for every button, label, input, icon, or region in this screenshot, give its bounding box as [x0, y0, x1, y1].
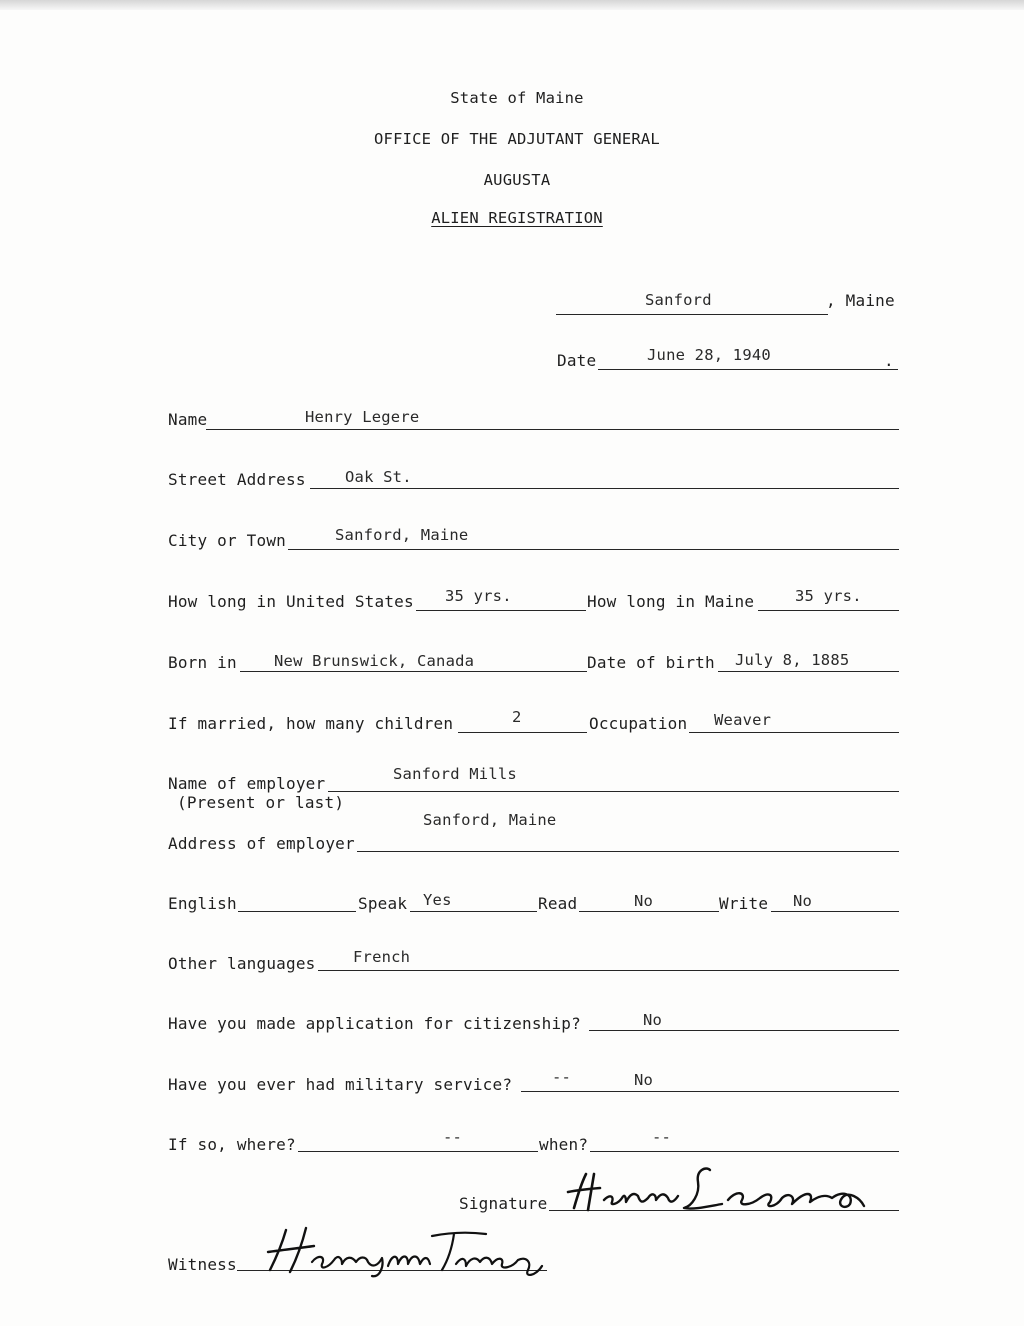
military-value: No — [634, 1071, 654, 1089]
citizenship-label: Have you made application for citizenship? — [168, 1014, 581, 1033]
speak-line — [410, 911, 537, 912]
where-label: If so, where? — [168, 1135, 296, 1154]
employer-address-line — [357, 851, 899, 852]
name-line — [206, 429, 899, 430]
dob-line — [718, 671, 899, 672]
born-in-label: Born in — [168, 653, 237, 672]
years-maine-label: How long in Maine — [587, 592, 755, 611]
header-city: AUGUSTA — [483, 171, 551, 189]
occupation-line — [689, 732, 899, 733]
street-label: Street Address — [168, 470, 306, 489]
scan-edge — [0, 0, 1024, 10]
speak-value: Yes — [423, 891, 452, 909]
children-value: 2 — [512, 708, 522, 726]
witness-label: Witness — [168, 1255, 237, 1274]
date-line — [598, 369, 898, 370]
occupation-value: Weaver — [714, 711, 772, 729]
born-in-value: New Brunswick, Canada — [274, 652, 475, 670]
citizenship-line — [589, 1030, 899, 1031]
years-us-line — [416, 610, 586, 611]
read-label: Read — [538, 894, 578, 913]
street-value: Oak St. — [345, 468, 412, 486]
occupation-label: Occupation — [589, 714, 688, 733]
children-label: If married, how many children — [168, 714, 454, 733]
date-label: Date — [557, 351, 597, 370]
header-state: State of Maine — [450, 89, 584, 107]
name-label: Name — [168, 410, 208, 429]
employer-line — [328, 791, 899, 792]
military-dash: -- — [552, 1068, 572, 1086]
where-line — [298, 1151, 538, 1152]
when-line — [590, 1151, 899, 1152]
english-label: English — [168, 894, 237, 913]
employer-address-label: Address of employer — [168, 834, 355, 853]
date-value: June 28, 1940 — [647, 346, 771, 364]
witness-handwriting — [256, 1222, 556, 1280]
children-line — [458, 732, 587, 733]
years-maine-value: 35 yrs. — [795, 587, 862, 605]
read-line — [579, 911, 719, 912]
when-label: when? — [539, 1135, 589, 1154]
other-languages-label: Other languages — [168, 954, 316, 973]
years-maine-line — [758, 610, 899, 611]
dob-value: July 8, 1885 — [735, 651, 850, 669]
military-label: Have you ever had military service? — [168, 1075, 513, 1094]
town-line — [556, 314, 828, 315]
street-line — [310, 488, 899, 489]
date-terminal: . — [884, 351, 894, 370]
employer-address-value: Sanford, Maine — [423, 811, 557, 829]
employer-value: Sanford Mills — [393, 765, 517, 783]
citizenship-value: No — [643, 1011, 663, 1029]
other-languages-line — [318, 970, 899, 971]
employer-sublabel: (Present or last) — [177, 793, 345, 812]
other-languages-value: French — [353, 948, 411, 966]
state-suffix: , Maine — [826, 291, 895, 310]
dob-label: Date of birth — [587, 653, 715, 672]
city-label: City or Town — [168, 531, 286, 550]
years-us-value: 35 yrs. — [445, 587, 512, 605]
born-in-line — [240, 671, 587, 672]
write-label: Write — [719, 894, 769, 913]
when-value: -- — [652, 1128, 672, 1146]
employer-label: Name of employer — [168, 774, 326, 793]
header-office: OFFICE OF THE ADJUTANT GENERAL — [374, 130, 660, 148]
town-value: Sanford — [645, 291, 712, 309]
name-value: Henry Legere — [305, 408, 420, 426]
speak-label: Speak — [358, 894, 408, 913]
read-value: No — [634, 892, 654, 910]
city-value: Sanford, Maine — [335, 526, 469, 544]
english-line — [238, 911, 356, 912]
signature-handwriting — [560, 1160, 920, 1222]
city-line — [288, 549, 899, 550]
signature-label: Signature — [459, 1194, 548, 1213]
form-title: ALIEN REGISTRATION — [431, 209, 603, 227]
military-line — [521, 1091, 899, 1092]
write-line — [771, 911, 899, 912]
write-value: No — [793, 892, 813, 910]
where-value: -- — [443, 1128, 463, 1146]
years-us-label: How long in United States — [168, 592, 414, 611]
